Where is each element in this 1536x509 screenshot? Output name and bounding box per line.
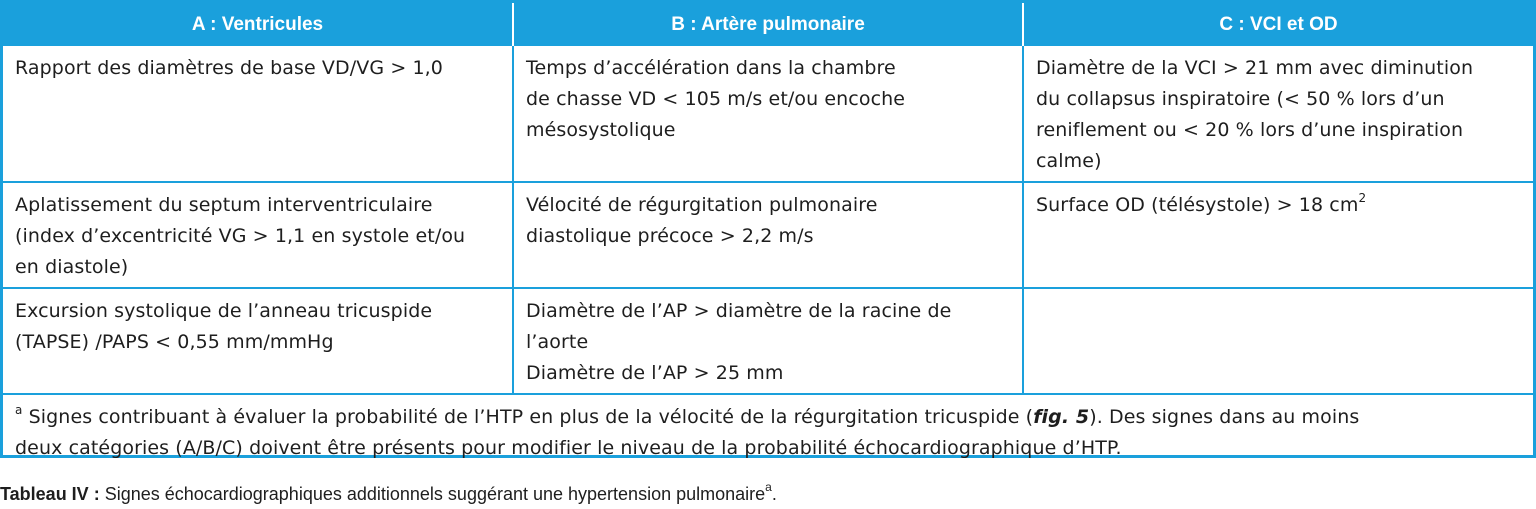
cell-line: en diastole) — [15, 256, 129, 278]
cell-line: Rapport des diamètres de base VD/VG > 1,0 — [15, 57, 443, 79]
cell-c2 — [1023, 182, 1533, 288]
table-row — [3, 288, 1533, 394]
cell-a1 — [3, 46, 513, 182]
cell-line: Excursion systolique de l’anneau tricuspide — [15, 300, 433, 322]
table-row — [3, 182, 1533, 288]
cell-a2 — [3, 182, 513, 288]
cell-b3 — [513, 288, 1023, 394]
header-ventricules: A : Ventricules — [3, 3, 513, 46]
footnote-cell — [3, 394, 1533, 470]
table-grid — [3, 3, 1533, 470]
cell-line: calme) — [1036, 150, 1102, 172]
footnote-row — [3, 394, 1533, 470]
cell-line: Diamètre de la VCI > 21 mm avec diminution — [1036, 57, 1474, 79]
cell-line — [1036, 190, 1521, 221]
footnote-marker: a — [15, 403, 23, 417]
cell-line: Diamètre de l’AP > diamètre de la racine de — [526, 300, 952, 322]
cell-c3-empty — [1023, 288, 1533, 394]
cell-line: Aplatissement du septum interventriculaire — [15, 194, 433, 216]
cell-line: Diamètre de l’AP > 25 mm — [526, 362, 784, 384]
header-row — [3, 3, 1533, 46]
cell-a3 — [3, 288, 513, 394]
table-caption — [0, 480, 777, 505]
surface-od-text: Surface OD (télésystole) > 18 cm — [1036, 194, 1359, 216]
footnote-line-1 — [15, 402, 1521, 433]
cell-line: (index d’excentricité VG > 1,1 en systole et/ou — [15, 225, 466, 247]
caption-label: Tableau IV : — [0, 484, 100, 504]
cell-line: l’aorte — [526, 331, 589, 353]
cell-b2 — [513, 182, 1023, 288]
cell-line: mésosystolique — [526, 119, 676, 141]
caption-superscript: a — [765, 480, 772, 494]
cell-line: Temps d’accélération dans la chambre — [526, 57, 896, 79]
footnote-line-2: deux catégories (A/B/C) doivent être présents pour modifier le niveau de la probabilité échocardiographique d’HTP. — [15, 437, 1122, 459]
cell-b1 — [513, 46, 1023, 182]
footnote-text: Signes contribuant à évaluer la probabilité de l’HTP en plus de la vélocité de la régurgitation tricuspide ( — [22, 406, 1034, 428]
superscript: 2 — [1358, 191, 1367, 205]
caption-text: Signes échocardiographiques additionnels suggérant une hypertension pulmonaire — [99, 484, 766, 504]
figure-reference: fig. 5 — [1033, 406, 1090, 428]
cell-c1 — [1023, 46, 1533, 182]
footnote-text: ). Des signes dans au moins — [1089, 406, 1360, 428]
header-artere-pulmonaire: B : Artère pulmonaire — [513, 3, 1023, 46]
cell-line: reniflement ou < 20 % lors d’une inspiration — [1036, 119, 1464, 141]
cell-line: diastolique précoce > 2,2 m/s — [526, 225, 814, 247]
cell-line: du collapsus inspiratoire (< 50 % lors d’un — [1036, 88, 1445, 110]
cell-line: (TAPSE) /PAPS < 0,55 mm/mmHg — [15, 331, 334, 353]
table-row — [3, 46, 1533, 182]
cell-line: Vélocité de régurgitation pulmonaire — [526, 194, 878, 216]
caption-end: . — [771, 484, 777, 504]
cell-line: de chasse VD < 105 m/s et/ou encoche — [526, 88, 906, 110]
header-vci-od: C : VCI et OD — [1023, 3, 1533, 46]
